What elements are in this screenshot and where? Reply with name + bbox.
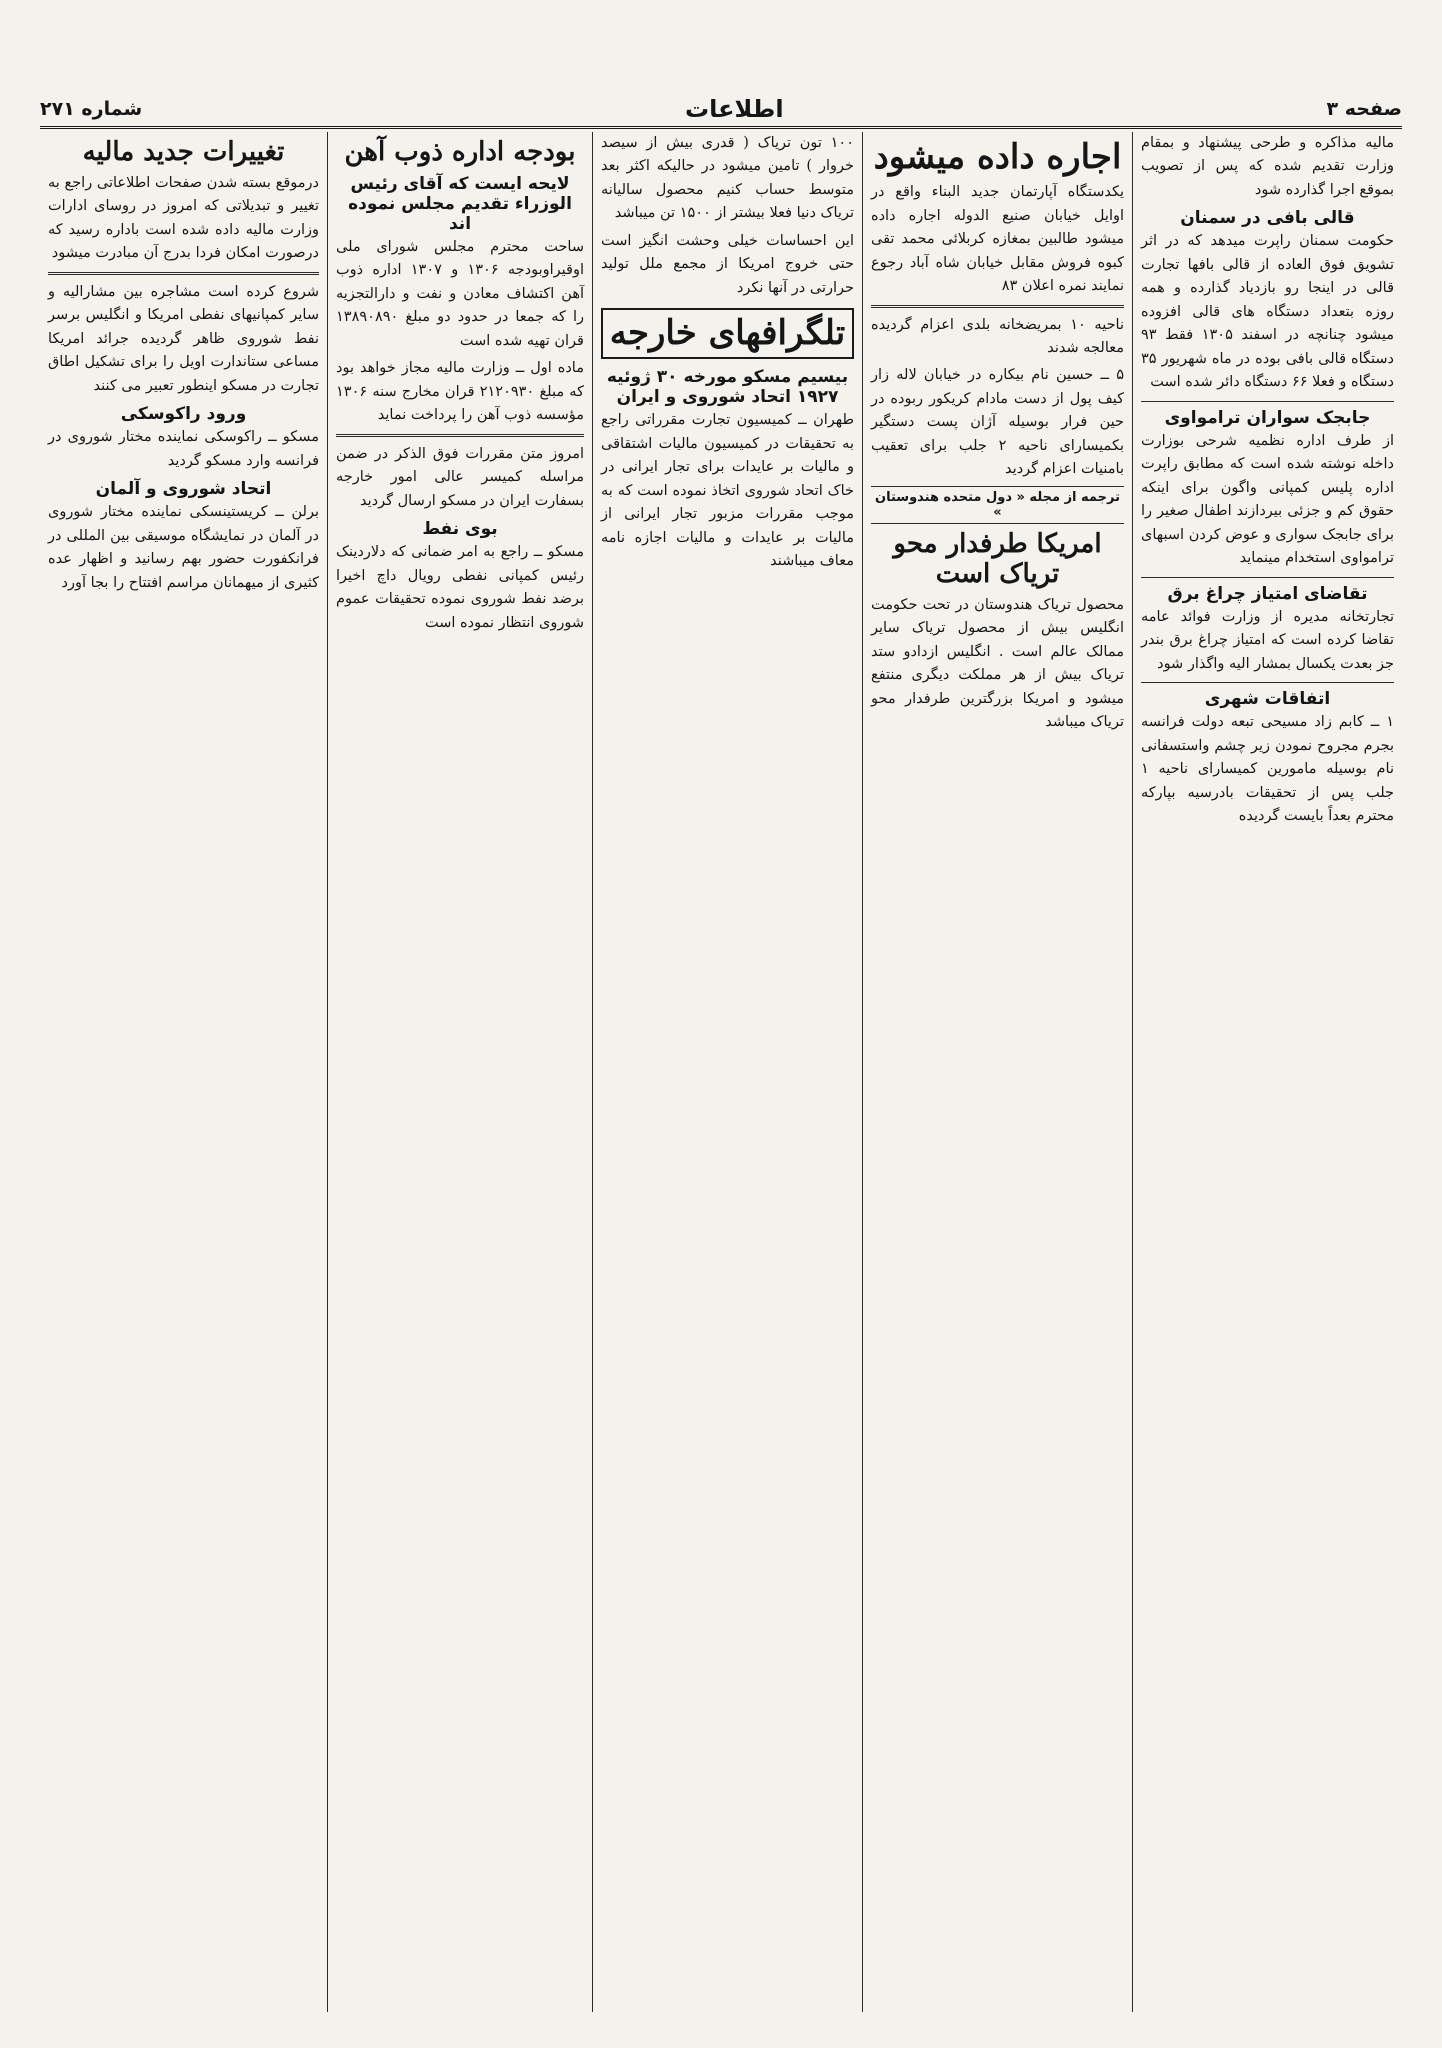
article-heading: بوی نفط — [422, 519, 498, 540]
ad-text: یکدستگاه آپارتمان جدید البناء واقع در اوایل خیابان صنیع الدوله اجاره داده میشود طالبین بمغازه کربلائی محمد تقی کبوه فروش مقابل خیابان شاه آباد رجوع نمایند نمره اعلان ۸۳ — [871, 184, 1124, 295]
article-text: حکومت سمنان راپرت میدهد که در اثر تشویق فوق العاده از قالی بافها تجارت قالی در اینجا رو بازدیاد گذارده و همه روزه بتعداد دستگاه های قالی افزوده میشود چنانچه در اسفند ۱۳۰۵ فقط ۹۳ دستگاه قالی بافی بوده در ماه شهریور ۳۵ دستگاه و فعلا ۶۶ دستگاه دائر شده است — [1141, 233, 1394, 391]
divider — [48, 272, 319, 275]
masthead — [40, 92, 1402, 129]
article-text: مسکو ــ راجع به امر ضمانی که دلاردینک رئیس کمپانی نفطی رویال داچ اخیرا برضد نفط شوروی نموده تحقیقات عموم شوروی انتظار نموده است — [336, 544, 584, 631]
column-3 — [592, 132, 862, 2012]
translation-note: ترجمه از مجله « دول متحده هندوستان » — [871, 486, 1124, 524]
article-text: تجارتخانه مدیره از وزارت فوائد عامه تقاضا کرده است که امتیاز چراغ برق بندر جز بعدت یکسال بمشار الیه واگذار شود — [1141, 608, 1394, 672]
column-2 — [862, 132, 1132, 2012]
article-heading: جابجک سواران ترامواوی — [1164, 407, 1371, 428]
divider — [1141, 577, 1394, 578]
column-5 — [40, 132, 327, 2012]
article-text: این احساسات خیلی وحشت انگیز است حتی خروج امریکا از مجمع ملل تولید حرارتی در آنها نکرد — [601, 232, 854, 296]
article-text: ۵ ــ حسین نام بیکاره در خیابان لاله زار کیف پول از دست مادام کریکور ربوده در حین فرار بوسیله آژان پست دستگیر بکمیسارای ناحیه ۲ جلب برای تعقیب بامنیات اعزام گردید — [871, 367, 1124, 478]
divider — [871, 305, 1124, 308]
article-heading: قالی بافی در سمنان — [1180, 208, 1355, 229]
article-heading: اتحاد شوروی و آلمان — [95, 479, 272, 500]
issue-number: شماره ۲۷۱ — [40, 98, 143, 120]
article-text: امروز متن مقررات فوق الذکر در ضمن مراسله کمیسر عالی امور خارجه بسفارت ایران در مسکو ارسال گردید — [336, 445, 584, 509]
ad-headline: اجاره داده میشود — [873, 137, 1122, 177]
article-text: ماده اول ــ وزارت مالیه مجاز خواهد بود که مبلغ ۲۱۲۰۹۳۰ قران مخارج سنه ۱۳۰۶ مؤسسه ذوب آهن را پرداخت نماید — [336, 360, 584, 424]
page-number: صفحه ۳ — [1326, 98, 1402, 120]
article-text: محصول تریاک هندوستان در تحت حکومت انگلیس بیش از محصول تریاک سایر ممالک عالم است . انگلیس ازدادو ستد تریاک بیش از هر مملکت دیگری منتفع میشود و امریکا بزرگترین طرفدار محو تریاک میباشد — [871, 596, 1124, 731]
divider — [1141, 682, 1394, 683]
article-heading: ورود راکوسکی — [120, 404, 247, 425]
article-text: مالیه مذاکره و طرحی پیشنهاد و بمقام وزارت تقدیم شده که پس از تصویب بموقع اجرا گذارده شود — [1141, 135, 1394, 198]
section-headline: تلگرافهای خارجه — [601, 308, 854, 359]
article-text: طهران ــ کمیسیون تجارت مقرراتی راجع به تحقیقات در کمیسیون مالیات اشتقاقی و مالیات بر عایدات برای تجار ایرانی در خاک اتحاد شوروی اتخاذ نموده است که به موجب مقررات مزبور تجار ایرانی از مالیات بر عایدات و مالیات اجازه نامه معاف میباشند — [601, 412, 854, 570]
article-text: ۱ ــ کابم زاد مسیحی تبعه دولت فرانسه بجرم مجروح نمودن زیر چشم واستسفانی نام بوسیله مامورین کمیسارای ناحیه ۱ جلب پس از تحقیقات بادرسیه بپارکه محترم بعداً بایست گردیده — [1141, 714, 1394, 825]
divider — [1141, 401, 1394, 402]
divider — [336, 434, 584, 437]
columns — [40, 132, 1402, 2012]
article-text: از طرف اداره نظمیه شرحی بوزارت داخله نوشته شده است که مطابق راپرت اداره پلیس کمپانی واگون برای اینکه حقوق کم و جزئی بیردازند اطفال صغیر را برای جابجک سواری و عوض کردن اسبهای ترامواوی استخدام مینماید — [1141, 432, 1394, 567]
article-text: ناحیه ۱۰ بمریضخانه بلدی اعزام گردیده معالجه شدند — [871, 316, 1124, 356]
article-text: ساحت محترم مجلس شورای ملی اوقیراوبودجه ۱۳۰۶ و ۱۳۰۷ اداره ذوب آهن اکتشاف معادن و نفت و دارالتجزیه را که جمعا در حدود دو مبلغ ۱۳۸۹۰۸۹۰ قران تهیه شده است — [336, 238, 584, 349]
newspaper-title: اطلاعات — [685, 95, 784, 123]
article-headline: تغییرات جدید مالیه — [82, 137, 285, 167]
column-4 — [327, 132, 592, 2012]
article-subheading: لایحه ایست که آقای رئیس الوزراء تقدیم مجلس نموده اند — [348, 173, 572, 234]
dateline: بیسیم مسکو مورخه ۳۰ ژوئیه ۱۹۲۷ اتحاد شوروی و ایران — [606, 367, 849, 408]
article-headline: بودجه اداره ذوب آهن — [344, 137, 576, 167]
article-heading: تقاضای امتیاز چراغ برق — [1167, 583, 1368, 604]
article-text: شروع کرده است مشاجره بین مشارالیه و سایر کمپانیهای نفطی امریکا و انگلیس برسر نفط شوروی ظاهر گردیده جرائد امریکا مساعی ستاندارت اویل را برای تشکیل اطاق تجارت در مسکو اینطور تعبیر می کنند — [48, 283, 319, 394]
article-heading: اتفاقات شهری — [1204, 689, 1331, 710]
article-headline: امریکا طرفدار محو تریاک است — [893, 528, 1102, 589]
column-1 — [1132, 132, 1402, 2012]
article-text: ۱۰۰ تون تریاک ( قدری بیش از سیصد خروار ) تامین میشود در حالیکه اکثر بعد متوسط حساب کنیم محصول سالیانه تریاک دنیا فعلا بیشتر از ۱۵۰۰ تن میباشد — [601, 135, 854, 222]
article-text: درموقع بسته شدن صفحات اطلاعاتی راجع به تغییر و تبدیلاتی که امروز در روسای ادارات وزارت مالیه داده شده است باداره رسید که درصورت امکان فردا بدرج آن مبادرت میشود — [48, 174, 319, 262]
article-text: مسکو ــ راکوسکی نماینده مختار شوروی در فرانسه وارد مسکو گردید — [48, 429, 319, 469]
article-text: برلن ــ کریستینسکی نماینده مختار شوروی در آلمان در نمایشگاه موسیقی بین المللی در فرانکفورت حضور بهم رسانید و اظهار عده کثیری از میهمانان مراسم افتتاح را بجا آورد — [48, 504, 319, 591]
